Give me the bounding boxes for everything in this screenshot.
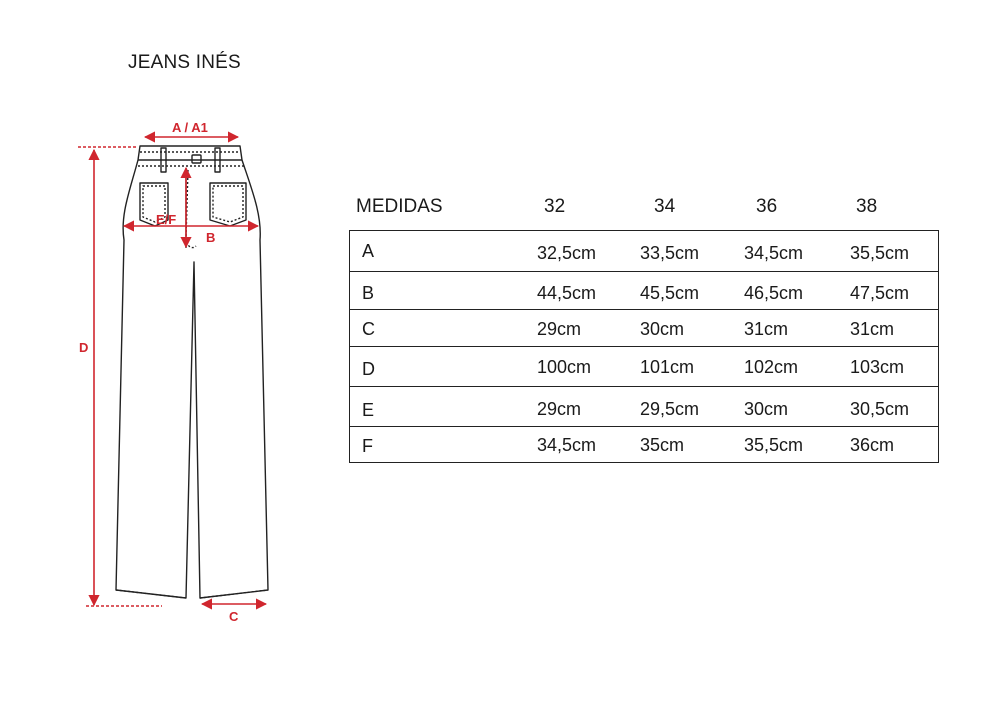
size-34: 34 <box>654 196 676 217</box>
label-c: C <box>229 609 239 624</box>
page-title: JEANS INÉS <box>128 52 241 73</box>
cell-value: 35,5cm <box>850 243 910 263</box>
cell-value: 45,5cm <box>640 283 700 303</box>
label-e-f: E/F <box>156 212 177 227</box>
medidas-label: MEDIDAS <box>356 196 443 217</box>
row-divider <box>350 386 938 387</box>
cell-value: 29cm <box>537 399 582 419</box>
size-38: 38 <box>856 196 878 217</box>
right-pocket <box>210 183 246 226</box>
jeans-body <box>116 146 268 598</box>
cell-value: 30cm <box>744 399 789 419</box>
cell-value: 36cm <box>850 435 895 455</box>
size-36: 36 <box>756 196 778 217</box>
row-label: E <box>362 400 375 420</box>
cell-value: 29cm <box>537 319 582 339</box>
cell-value: 35cm <box>640 435 685 455</box>
row-divider <box>350 271 938 272</box>
measurement-labels <box>79 120 239 624</box>
jeans-measurement-diagram <box>0 0 300 640</box>
label-d: D <box>79 340 89 355</box>
jeans-outline <box>116 146 268 598</box>
cell-value: 47,5cm <box>850 283 910 303</box>
cell-value: 101cm <box>640 357 695 377</box>
cell-value: 35,5cm <box>744 435 804 455</box>
cell-value: 100cm <box>537 357 592 377</box>
cell-value: 29,5cm <box>640 399 700 419</box>
measurements-table <box>349 230 939 463</box>
row-label: A <box>362 241 375 261</box>
size-32: 32 <box>544 196 566 217</box>
label-b: B <box>206 230 216 245</box>
cell-value: 34,5cm <box>744 243 804 263</box>
measurement-lines <box>78 137 266 606</box>
row-label: F <box>362 436 373 456</box>
cell-value: 30cm <box>640 319 685 339</box>
size-header-row <box>356 196 946 220</box>
cell-value: 32,5cm <box>537 243 597 263</box>
row-label: D <box>362 359 375 379</box>
label-a-a1: A / A1 <box>172 120 208 135</box>
cell-value: 31cm <box>744 319 789 339</box>
cell-value: 34,5cm <box>537 435 597 455</box>
row-label: B <box>362 283 375 303</box>
row-divider <box>350 346 938 347</box>
cell-value: 103cm <box>850 357 905 377</box>
row-divider <box>350 426 938 427</box>
row-label: C <box>362 319 375 339</box>
cell-value: 46,5cm <box>744 283 804 303</box>
cell-value: 31cm <box>850 319 895 339</box>
cell-value: 33,5cm <box>640 243 700 263</box>
cell-value: 44,5cm <box>537 283 597 303</box>
row-divider <box>350 309 938 310</box>
cell-value: 102cm <box>744 357 799 377</box>
cell-value: 30,5cm <box>850 399 910 419</box>
